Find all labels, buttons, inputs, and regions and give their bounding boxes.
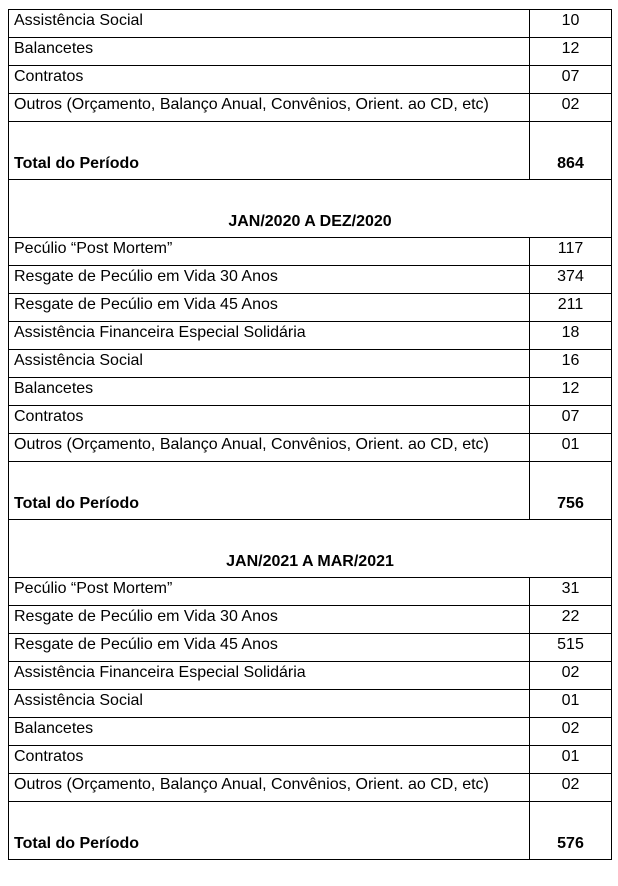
row-value: 01 bbox=[530, 434, 612, 462]
table-row bbox=[9, 434, 612, 462]
total-row bbox=[9, 122, 612, 180]
period-header-row bbox=[9, 520, 612, 578]
row-label: Assistência Social bbox=[9, 350, 530, 378]
row-value: 07 bbox=[530, 66, 612, 94]
row-label: Contratos bbox=[9, 746, 530, 774]
table-row bbox=[9, 606, 612, 634]
row-label: Balancetes bbox=[9, 38, 530, 66]
summary-table bbox=[8, 9, 612, 860]
row-value: 16 bbox=[530, 350, 612, 378]
table-row bbox=[9, 378, 612, 406]
row-label: Pecúlio “Post Mortem” bbox=[9, 578, 530, 606]
total-row bbox=[9, 462, 612, 520]
row-value: 01 bbox=[530, 690, 612, 718]
row-label: Resgate de Pecúlio em Vida 45 Anos bbox=[9, 634, 530, 662]
table-row bbox=[9, 266, 612, 294]
table-row bbox=[9, 690, 612, 718]
row-value: 01 bbox=[530, 746, 612, 774]
row-label: Contratos bbox=[9, 66, 530, 94]
row-label: Resgate de Pecúlio em Vida 30 Anos bbox=[9, 606, 530, 634]
row-label: Resgate de Pecúlio em Vida 45 Anos bbox=[9, 294, 530, 322]
row-label: Assistência Financeira Especial Solidária bbox=[9, 322, 530, 350]
row-label: Contratos bbox=[9, 406, 530, 434]
table-row bbox=[9, 322, 612, 350]
row-value: 12 bbox=[530, 378, 612, 406]
table-row bbox=[9, 718, 612, 746]
row-value: 02 bbox=[530, 774, 612, 802]
table-row bbox=[9, 774, 612, 802]
row-label: Resgate de Pecúlio em Vida 30 Anos bbox=[9, 266, 530, 294]
row-value: 515 bbox=[530, 634, 612, 662]
table-row bbox=[9, 746, 612, 774]
row-value: 12 bbox=[530, 38, 612, 66]
table-row bbox=[9, 238, 612, 266]
row-value: 374 bbox=[530, 266, 612, 294]
row-value: 22 bbox=[530, 606, 612, 634]
table-row bbox=[9, 634, 612, 662]
row-value: 07 bbox=[530, 406, 612, 434]
table-row bbox=[9, 406, 612, 434]
total-label: Total do Período bbox=[9, 802, 530, 860]
table-row bbox=[9, 10, 612, 38]
table-row bbox=[9, 38, 612, 66]
row-value: 18 bbox=[530, 322, 612, 350]
row-value: 31 bbox=[530, 578, 612, 606]
row-value: 02 bbox=[530, 662, 612, 690]
total-row bbox=[9, 802, 612, 860]
total-label: Total do Período bbox=[9, 462, 530, 520]
total-value: 864 bbox=[530, 122, 612, 180]
table-row bbox=[9, 294, 612, 322]
row-label: Pecúlio “Post Mortem” bbox=[9, 238, 530, 266]
period-header-row bbox=[9, 180, 612, 238]
table-row bbox=[9, 662, 612, 690]
total-value: 576 bbox=[530, 802, 612, 860]
row-label: Outros (Orçamento, Balanço Anual, Convênios, Orient. ao CD, etc) bbox=[9, 434, 530, 462]
row-value: 117 bbox=[530, 238, 612, 266]
row-value: 10 bbox=[530, 10, 612, 38]
row-value: 02 bbox=[530, 94, 612, 122]
table-row bbox=[9, 578, 612, 606]
period-header: JAN/2020 A DEZ/2020 bbox=[9, 180, 612, 238]
row-label: Balancetes bbox=[9, 718, 530, 746]
table-row bbox=[9, 66, 612, 94]
total-label: Total do Período bbox=[9, 122, 530, 180]
row-value: 211 bbox=[530, 294, 612, 322]
table-row bbox=[9, 350, 612, 378]
row-value: 02 bbox=[530, 718, 612, 746]
row-label: Outros (Orçamento, Balanço Anual, Convênios, Orient. ao CD, etc) bbox=[9, 94, 530, 122]
row-label: Assistência Social bbox=[9, 10, 530, 38]
row-label: Assistência Financeira Especial Solidária bbox=[9, 662, 530, 690]
total-value: 756 bbox=[530, 462, 612, 520]
row-label: Assistência Social bbox=[9, 690, 530, 718]
row-label: Outros (Orçamento, Balanço Anual, Convênios, Orient. ao CD, etc) bbox=[9, 774, 530, 802]
row-label: Balancetes bbox=[9, 378, 530, 406]
period-header: JAN/2021 A MAR/2021 bbox=[9, 520, 612, 578]
table-row bbox=[9, 94, 612, 122]
